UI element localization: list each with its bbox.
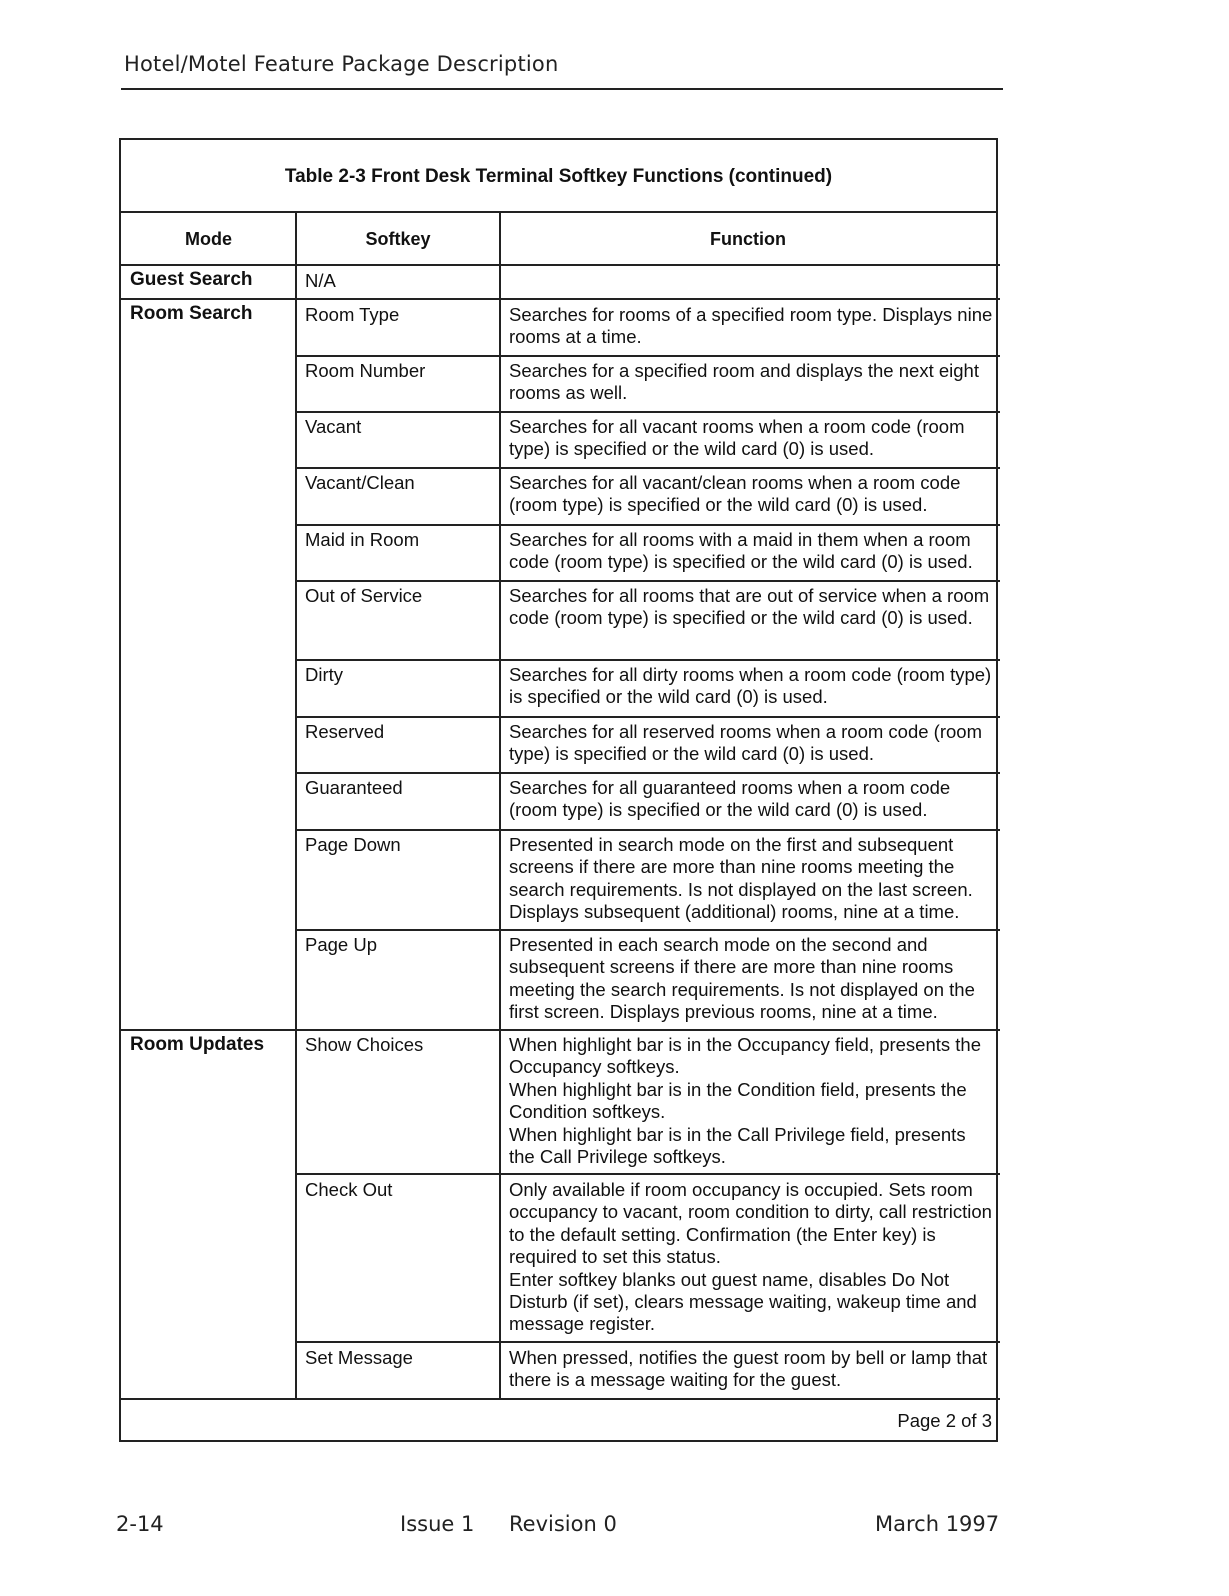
- document-header-title: Hotel/Motel Feature Package Description: [124, 52, 559, 76]
- softkey-label: Out of Service: [305, 585, 423, 606]
- row-separator: [295, 355, 1000, 357]
- softkey-label: Vacant/Clean: [305, 472, 415, 493]
- softkey-label: Show Choices: [305, 1034, 424, 1055]
- function-text: Only available if room occupancy is occupied. Sets room occupancy to vacant, room condition to dirty, call restriction to the default setting. Confirmation (the Enter key) is required to set this status. Enter softkey blanks out guest name, disables Do Not Disturb (if set), clears message waiting, wakeup time and message register.: [509, 1179, 992, 1335]
- softkey-label: Check Out: [305, 1179, 393, 1200]
- table-body-end: [121, 1398, 1000, 1400]
- row-separator: [295, 580, 1000, 582]
- row-separator: [295, 829, 1000, 831]
- row-separator: [295, 1341, 1000, 1343]
- softkey-table: [119, 138, 998, 1442]
- softkey-label: Room Type: [305, 304, 400, 325]
- row-separator: [295, 467, 1000, 469]
- column-header-mode: Mode: [121, 213, 296, 266]
- function-text: Searches for all guaranteed rooms when a room code (room type) is specified or the wild card (0) is used.: [509, 777, 951, 821]
- column-header-softkey: Softkey: [296, 213, 500, 266]
- footer-issue: Issue 1: [400, 1512, 475, 1536]
- mode-separator: [121, 298, 1000, 300]
- function-text: When pressed, notifies the guest room by bell or lamp that there is a message waiting for the guest.: [509, 1347, 988, 1391]
- footer-date: March 1997: [875, 1512, 1000, 1536]
- grid-line: [499, 213, 501, 1400]
- function-text: Searches for all dirty rooms when a room code (room type) is specified or the wild card (0) is used.: [509, 664, 992, 708]
- softkey-label: Set Message: [305, 1347, 413, 1368]
- function-text: Searches for all vacant rooms when a room code (room type) is specified or the wild card (0) is used.: [509, 416, 965, 460]
- mode-room-updates: Room Updates: [130, 1034, 265, 1055]
- function-text: Searches for a specified room and displays the next eight rooms as well.: [509, 360, 979, 404]
- row-separator: [295, 524, 1000, 526]
- page-indicator: Page 2 of 3: [897, 1410, 992, 1431]
- row-separator: [295, 929, 1000, 931]
- function-text: Searches for rooms of a specified room type. Displays nine rooms at a time.: [509, 304, 993, 348]
- softkey-label: Maid in Room: [305, 529, 420, 550]
- footer-revision: Revision 0: [509, 1512, 617, 1536]
- function-text: Searches for all vacant/clean rooms when a room code (room type) is specified or the wild card (0) is used.: [509, 472, 961, 516]
- function-text: Presented in search mode on the first and subsequent screens if there are more than nine rooms meeting the search requirements. Is not displayed on the last screen. Displays subsequent (additional) rooms, nine at a time.: [509, 834, 973, 923]
- row-separator: [295, 716, 1000, 718]
- function-text: Searches for all rooms that are out of service when a room code (room type) is specified or the wild card (0) is used.: [509, 585, 990, 629]
- mode-separator: [121, 1029, 1000, 1031]
- column-header-function: Function: [500, 213, 996, 266]
- grid-line: [295, 213, 297, 1400]
- table-caption: Table 2-3 Front Desk Terminal Softkey Functions (continued): [121, 140, 996, 213]
- softkey-label: Dirty: [305, 664, 344, 685]
- row-separator: [295, 772, 1000, 774]
- softkey-label: Guaranteed: [305, 777, 403, 798]
- header-rule: [121, 88, 1003, 90]
- row-separator: [295, 411, 1000, 413]
- softkey-label: N/A: [305, 270, 336, 291]
- function-text: When highlight bar is in the Occupancy field, presents the Occupancy softkeys. When highlight bar is in the Condition field, presents the Condition softkeys. When highlight bar is in the Call Privilege field, presents the Call Privilege softkeys.: [509, 1034, 982, 1168]
- softkey-label: Room Number: [305, 360, 426, 381]
- mode-guest-search: Guest Search: [130, 269, 253, 290]
- softkey-label: Vacant: [305, 416, 362, 437]
- mode-separator: [121, 264, 1000, 266]
- softkey-label: Page Down: [305, 834, 401, 855]
- footer-page-number: 2-14: [116, 1512, 164, 1536]
- row-separator: [295, 1173, 1000, 1175]
- mode-room-search: Room Search: [130, 303, 253, 324]
- row-separator: [295, 659, 1000, 661]
- function-text: Searches for all reserved rooms when a room code (room type) is specified or the wild card (0) is used.: [509, 721, 982, 765]
- function-text: Presented in each search mode on the second and subsequent screens if there are more than nine rooms meeting the search requirements. Is not displayed on the first screen. Displays previous rooms, nine at a time.: [509, 934, 975, 1023]
- softkey-label: Reserved: [305, 721, 385, 742]
- function-text: Searches for all rooms with a maid in them when a room code (room type) is specified or the wild card (0) is used.: [509, 529, 973, 573]
- softkey-label: Page Up: [305, 934, 377, 955]
